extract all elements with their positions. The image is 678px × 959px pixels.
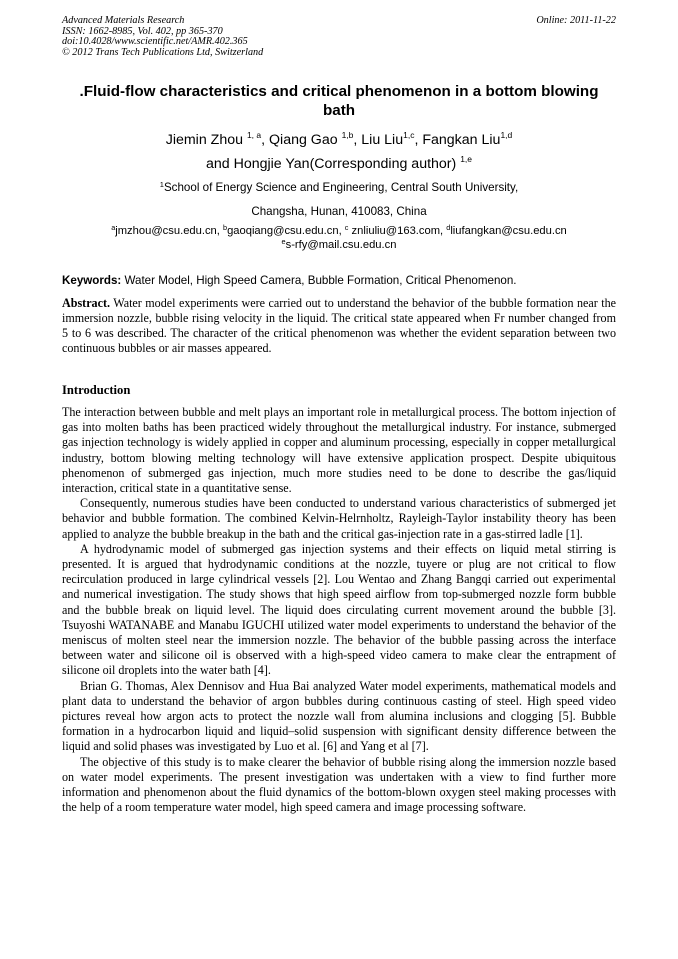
paragraph: The interaction between bubble and melt plays an important role in metallurgical process. The bottom injection of gas into molten baths has been practiced widely throughout the metallurgical industry. For instance, submerged gas injection technology is widely applied in copper and aluminum processing, especially in copper metallurgical industry, bottom blowing melting technology will have extensive application prospect. Despite ubiquitous phenomenon of submerged gas injection, much more studies need to be done to describe the gas/liquid interaction, critical state in a quantitative sense. (62, 405, 616, 496)
author-name: , Fangkan Liu (414, 132, 501, 148)
copyright-line: © 2012 Trans Tech Publications Ltd, Switzerland (62, 46, 264, 58)
affiliation-text: School of Energy Science and Engineering, Central South University, (163, 181, 519, 194)
author-sup: 1,b (341, 130, 354, 140)
email-line-2 (62, 238, 616, 252)
author-line-1 (62, 128, 616, 152)
affiliation-sup: 1 (159, 180, 164, 189)
author-sup: 1,c (403, 130, 415, 140)
section-heading-introduction: Introduction (62, 383, 131, 397)
author-emails (62, 224, 616, 252)
author-name: Jiemin Zhou (165, 132, 247, 148)
paper-title: .Fluid-flow characteristics and critical phenomenon in a bottom blowing bath (79, 83, 599, 119)
email-sup: b (223, 223, 228, 232)
journal-header (62, 16, 263, 58)
abstract-text: Water model experiments were carried out to understand the behavior of the bubble formation near the immersion nozzle, bubble rising velocity in the liquid. The critical state appeared when Fr number changed from 5 to 6 was described. The character of the critical phenomenon was whether the evident separation between two continuous bubbles or air masses appeared. (62, 296, 616, 355)
email-sup: e (281, 237, 286, 246)
paragraph: Brian G. Thomas, Alex Dennisov and Hua Bai analyzed Water model experiments, mathematical models and plant data to understand the behavior of argon bubbles during continuous casting of steel. High speed video pictures reveal how argon acts to protect the nozzle wall from alumina inclusions and clogging [5]. Bubble formation in a hydrocarbon liquid and liquid–solid suspension with significant density difference between the liquid and solid phases was investigated by Luo et al. [6] and Yang et al [7]. (62, 678, 616, 754)
online-date: Online: 2011-11-22 (536, 15, 616, 26)
email-line-1 (62, 224, 616, 238)
journal-name: Advanced Materials Research (62, 15, 185, 26)
affiliation-line-2: Changsha, Hunan, 410083, China (251, 205, 427, 218)
abstract (62, 296, 616, 356)
email-address: liufangkan@csu.edu.cn (450, 225, 567, 237)
paragraph: The objective of this study is to make clearer the behavior of bubble rising along the immersion nozzle based on water model experiments. The present investigation was undertaken with a view to find further more information and phenomenon about the fluid dynamics of the bottom-blown oxygen steel making processes with the help of a room temperature water model, high speed camera and image processing software. (62, 754, 616, 815)
author-sup: 1, a (246, 130, 262, 140)
keywords-label: Keywords: (62, 274, 122, 287)
author-name: , Qiang Gao (261, 132, 342, 148)
doi-line: doi:10.4028/www.scientific.net/AMR.402.365 (62, 36, 248, 48)
affiliation-line-1 (62, 181, 616, 195)
email-address: gaoqiang@csu.edu.cn, (227, 225, 345, 237)
author-list (62, 128, 616, 176)
keywords-text: Water Model, High Speed Camera, Bubble Formation, Critical Phenomenon. (121, 274, 517, 287)
issn-line: ISSN: 1662-8985, Vol. 402, pp 365-370 (62, 25, 223, 37)
author-sup: 1,d (500, 130, 513, 140)
author-name: , Liu Liu (353, 132, 404, 148)
email-address: s-rfy@mail.csu.edu.cn (285, 239, 397, 251)
introduction-body (62, 405, 616, 815)
paragraph: A hydrodynamic model of submerged gas injection systems and their effects on liquid metal stirring is presented. It is argued that hydrodynamic conditions at the nozzle, tuyere or plug are not critical to flow recirculation produced in large cylindrical vessels [2]. Lou Wentao and Zhang Bangqi carried out experimental and numerical investigation. The study shows that high speed airflow from top-submerged nozzle form bubble and the bubble break on liquid level. The liquid does circulating current movement around the bubble [3]. Tsuyoshi WATANABE and Manabu IGUCHI utilized water model experiments to understand the behavior of the meniscus of molten steel near the immersion nozzle. The behavior of the bubble passing across the interface between water and silicone oil is observed with a high-speed video camera to make clear the entrapment of silicone oil droplets into the water bath [4]. (62, 541, 616, 678)
abstract-label: Abstract. (62, 296, 111, 310)
email-sup: d (446, 223, 451, 232)
paragraph: Consequently, numerous studies have been conducted to understand various characteristics of submerged jet behavior and bubble formation. The combined Kelvin-Helrnholtz, Rayleigh-Taylor instability theory has been applied to analyze the bubble breakup in the bath and the critical gas-injection rate in a gas-stirred ladle [1]. (62, 496, 616, 541)
keywords (62, 274, 616, 288)
email-sup: a (111, 223, 116, 232)
email-address: jmzhou@csu.edu.cn, (115, 225, 223, 237)
author-line-2 (62, 152, 616, 176)
email-address: znliuliu@163.com, (348, 225, 447, 237)
email-sup: c (344, 223, 349, 232)
author-sup: 1,e (460, 154, 473, 164)
author-name: and Hongjie Yan(Corresponding author) (205, 156, 461, 172)
